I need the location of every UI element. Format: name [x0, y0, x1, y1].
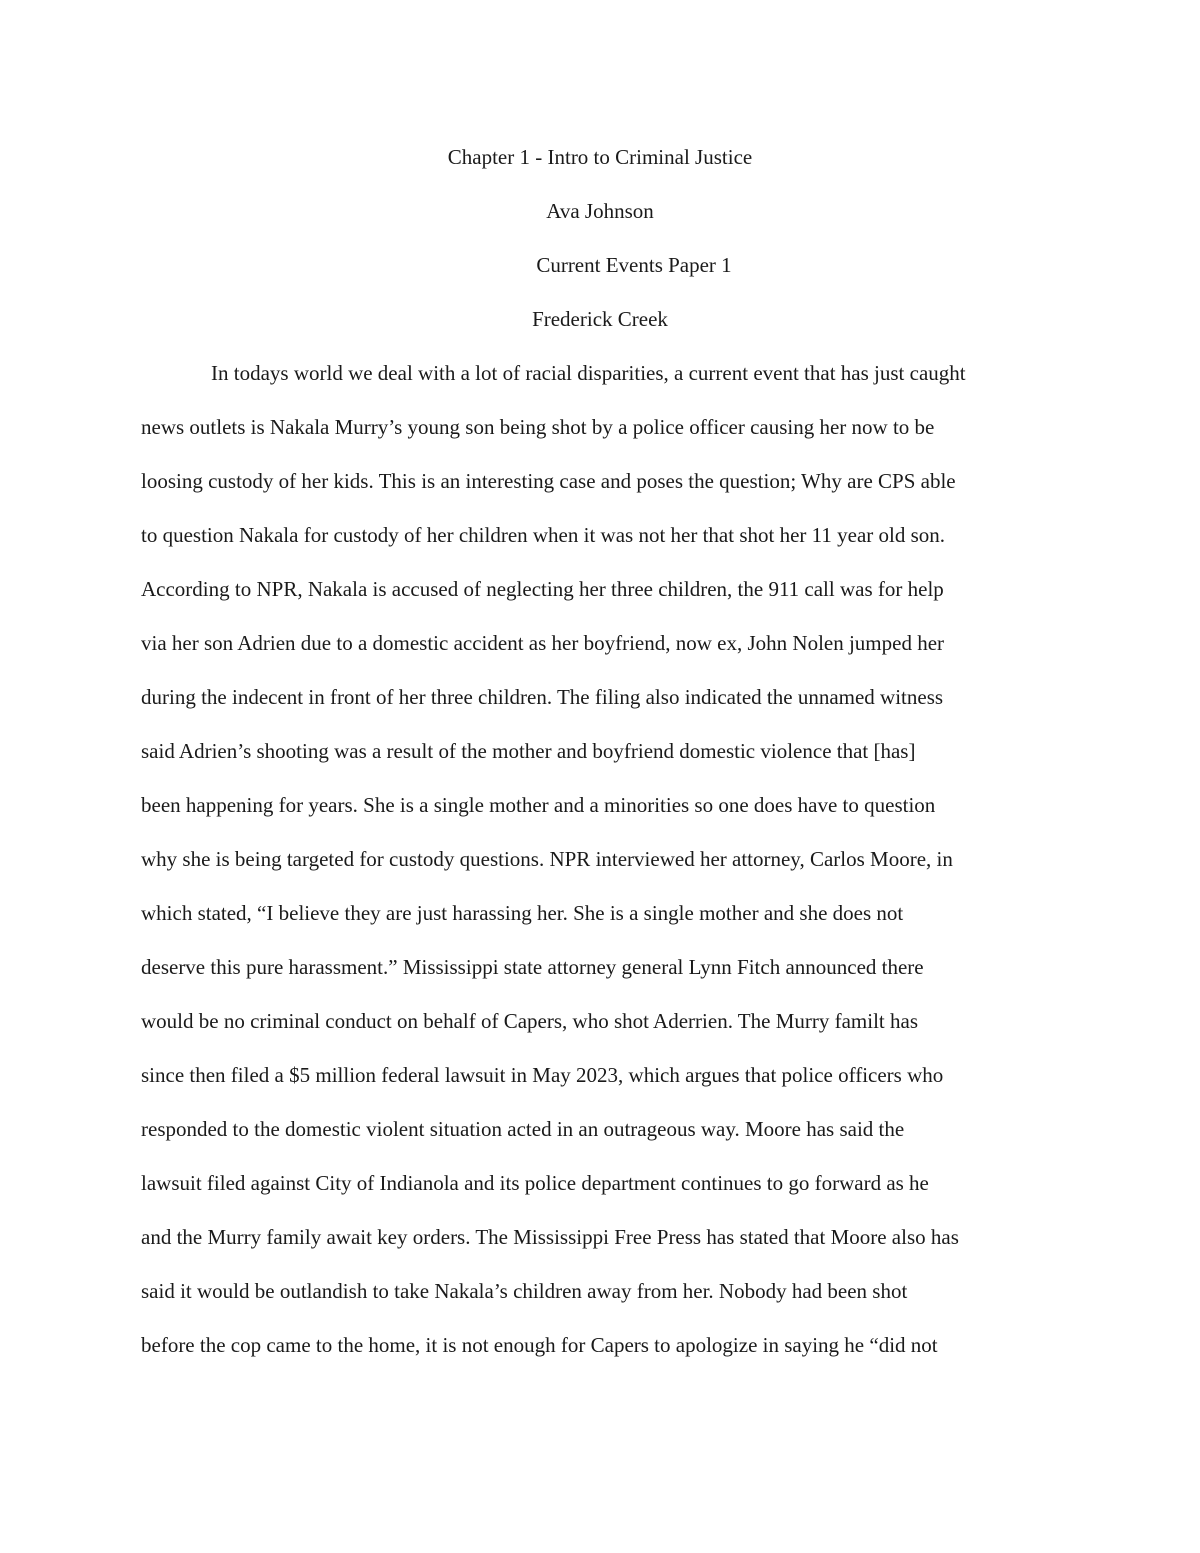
- paragraph-line: why she is being targeted for custody questions. NPR interviewed her attorney, Carlos Moore, in: [141, 847, 953, 871]
- author-name: Ava Johnson: [546, 199, 654, 223]
- paragraph-line: responded to the domestic violent situation acted in an outrageous way. Moore has said the: [141, 1117, 905, 1141]
- paragraph-line: said Adrien’s shooting was a result of the mother and boyfriend domestic violence that [has]: [141, 739, 916, 763]
- paragraph-line: to question Nakala for custody of her children when it was not her that shot her 11 year old son.: [141, 523, 946, 547]
- paragraph-line: which stated, “I believe they are just harassing her. She is a single mother and she does not: [141, 901, 904, 925]
- paragraph-line: during the indecent in front of her three children. The filing also indicated the unnamed witness: [141, 685, 944, 709]
- paragraph-line: via her son Adrien due to a domestic accident as her boyfriend, now ex, John Nolen jumped her: [141, 631, 945, 655]
- paragraph-line: In todays world we deal with a lot of racial disparities, a current event that has just caught: [211, 361, 966, 385]
- paragraph-line: before the cop came to the home, it is not enough for Capers to apologize in saying he “did not: [141, 1333, 938, 1357]
- assignment-name: Current Events Paper 1: [536, 253, 732, 277]
- paragraph-line: would be no criminal conduct on behalf of Capers, who shot Aderrien. The Murry familt has: [141, 1009, 919, 1033]
- instructor-name: Frederick Creek: [532, 307, 668, 331]
- paragraph-line: since then filed a $5 million federal lawsuit in May 2023, which argues that police officers who: [141, 1063, 944, 1087]
- paragraph-line: loosing custody of her kids. This is an interesting case and poses the question; Why are CPS able: [141, 469, 956, 493]
- paragraph-line: been happening for years. She is a single mother and a minorities so one does have to question: [141, 793, 936, 817]
- paragraph-line: lawsuit filed against City of Indianola and its police department continues to go forward as he: [141, 1171, 929, 1195]
- paragraph-line: said it would be outlandish to take Nakala’s children away from her. Nobody had been shot: [141, 1279, 908, 1303]
- paragraph-line: news outlets is Nakala Murry’s young son being shot by a police officer causing her now to be: [141, 415, 935, 439]
- paragraph-line: According to NPR, Nakala is accused of neglecting her three children, the 911 call was for help: [141, 577, 944, 601]
- document-title: Chapter 1 - Intro to Criminal Justice: [447, 145, 753, 169]
- paragraph-line: and the Murry family await key orders. The Mississippi Free Press has stated that Moore also has: [141, 1225, 959, 1249]
- paragraph-line: deserve this pure harassment.” Mississippi state attorney general Lynn Fitch announced there: [141, 955, 924, 979]
